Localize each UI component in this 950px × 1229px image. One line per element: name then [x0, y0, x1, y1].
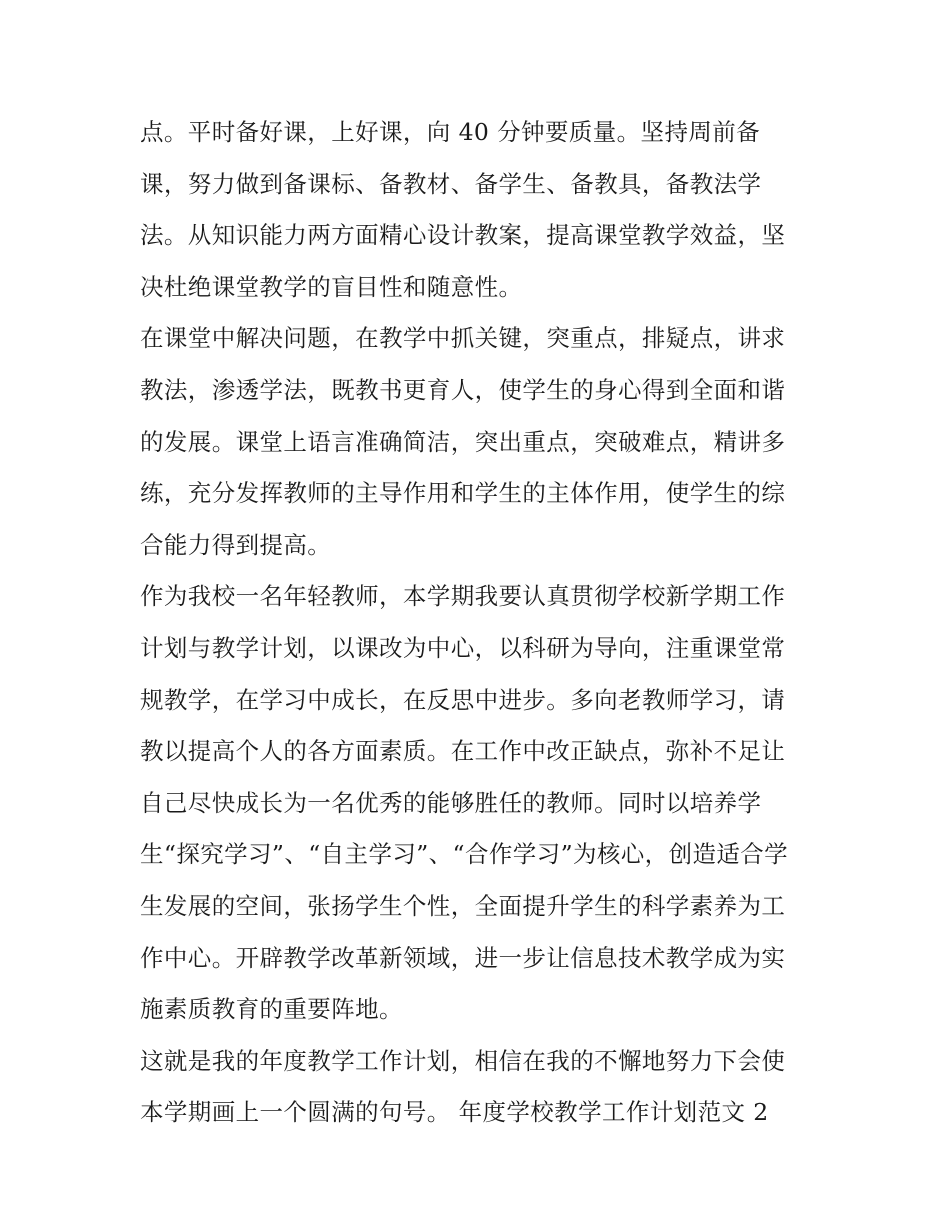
text-line: 教法，渗透学法，既教书更育人，使学生的身心得到全面和谐 — [140, 375, 786, 404]
text-line: 作为我校一名年轻教师，本学期我要认真贯彻学校新学期工作 — [140, 582, 786, 611]
text-line: 决杜绝课堂教学的盲目性和随意性。 — [140, 272, 523, 301]
text-line: 生发展的空间，张扬学生个性，全面提升学生的科学素养为工 — [140, 891, 786, 920]
text-line: 法。从知识能力两方面精心设计教案，提高课堂教学效益，坚 — [140, 221, 786, 250]
text-line: 本学期画上一个圆满的句号。 年度学校教学工作计划范文 2 — [140, 1098, 769, 1127]
document-body — [140, 107, 820, 1139]
text-line: 在课堂中解决问题，在教学中抓关键，突重点，排疑点，讲求 — [140, 324, 786, 353]
text-line: 这就是我的年度教学工作计划，相信在我的不懈地努力下会使 — [140, 1046, 786, 1075]
text-line: 练，充分发挥教师的主导作用和学生的主体作用，使学生的综 — [140, 479, 786, 508]
text-line: 课，努力做到备课标、备教材、备学生、备教具，备教法学 — [140, 169, 762, 198]
text-line: 计划与教学计划，以课改为中心，以科研为导向，注重课堂常 — [140, 633, 786, 662]
text-line: 教以提高个人的各方面素质。在工作中改正缺点，弥补不足让 — [140, 737, 786, 766]
text-line: 自己尽快成长为一名优秀的能够胜任的教师。同时以培养学 — [140, 788, 762, 817]
text-line: 的发展。课堂上语言准确简洁，突出重点，突破难点，精讲多 — [140, 427, 786, 456]
text-line: 施素质教育的重要阵地。 — [140, 995, 403, 1024]
text-line: 作中心。开辟教学改革新领域，进一步让信息技术教学成为实 — [140, 943, 786, 972]
text-line: 合能力得到提高。 — [140, 530, 332, 559]
text-line: 点。平时备好课，上好课，向 40 分钟要质量。坚持周前备 — [140, 118, 761, 146]
text-line: 规教学，在学习中成长，在反思中进步。多向老教师学习，请 — [140, 685, 786, 714]
text-line: 生“探究学习”、“自主学习”、“合作学习”为核心，创造适合学 — [140, 840, 789, 869]
